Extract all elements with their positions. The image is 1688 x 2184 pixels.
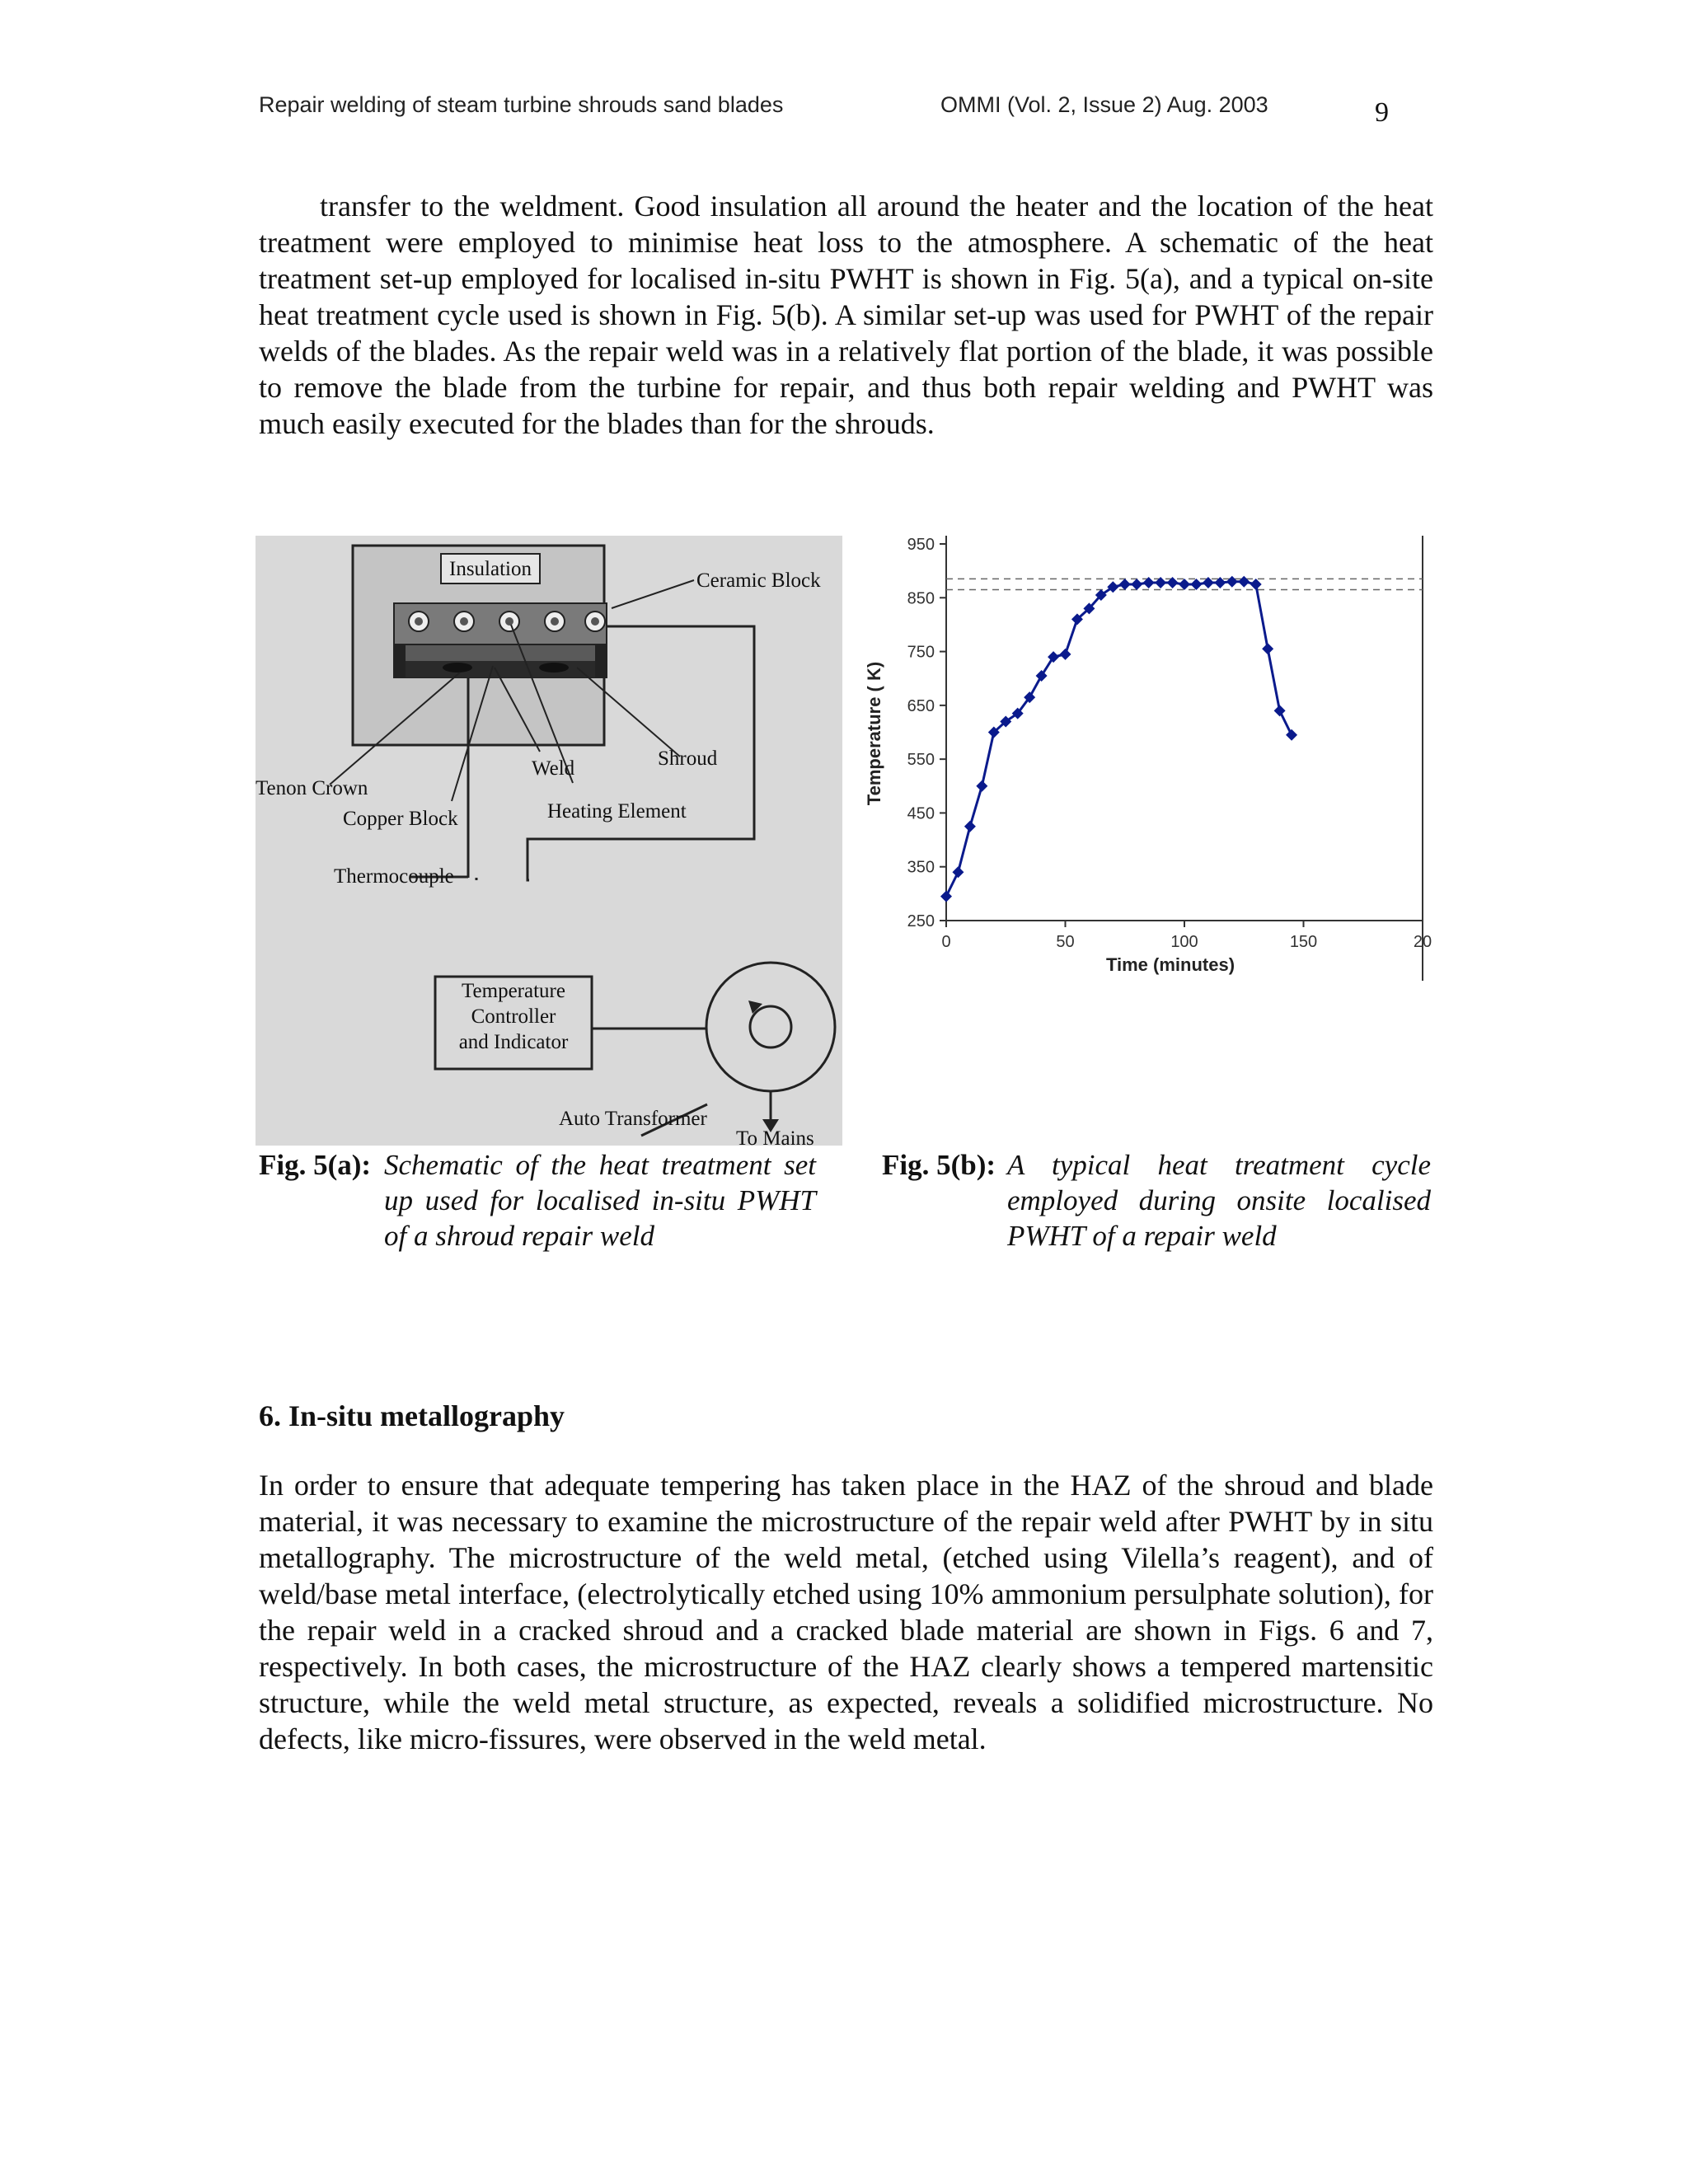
x-tick-label: 20 bbox=[1413, 933, 1432, 951]
chart-y-axis-label: Temperature ( K) bbox=[864, 661, 884, 806]
heating-element-core bbox=[415, 617, 423, 626]
figure-5a-caption-text: Schematic of the heat treatment set up used for localised in-situ PWHT of a shroud repair weld bbox=[384, 1149, 816, 1252]
data-point bbox=[1286, 729, 1297, 741]
intro-paragraph-text: transfer to the weldment. Good insulation all around the heater and the location of the heat treatment were employed to minimise heat loss to the atmosphere. A schematic of the heat treatment set-up employed for localised in-situ PWHT is shown in Fig. 5(a), and a typical on-site heat treatment cycle used is shown in Fig. 5(b). A similar set-up was used for PWHT of the repair welds of the blades. As the repair weld was in a relatively flat portion of the blade, it was possible to remove the blade from the turbine for repair, and thus both repair welding and PWHT was much easily executed for the blades than for the shrouds. bbox=[259, 190, 1433, 440]
intro-paragraph bbox=[259, 188, 1433, 442]
figure-5a-caption bbox=[259, 1147, 819, 1254]
shroud-plate bbox=[394, 661, 607, 677]
figure-5b-caption-text: A typical heat treatment cycle employed during onsite localised PWHT of a repair weld bbox=[1007, 1149, 1431, 1252]
figure-5b-chart bbox=[857, 527, 1434, 989]
tenon-crown-right bbox=[539, 663, 569, 673]
thermocouple-label: Thermocouple bbox=[334, 865, 454, 888]
section-heading: 6. In-situ metallography bbox=[259, 1399, 565, 1432]
ceramic-block-label: Ceramic Block bbox=[696, 569, 821, 592]
schematic-diagram bbox=[256, 536, 842, 1146]
tenon-crown-label: Tenon Crown bbox=[256, 777, 368, 799]
tenon-crown bbox=[443, 663, 472, 673]
heating-element-core bbox=[551, 617, 559, 626]
shroud-end-right bbox=[595, 644, 607, 677]
figure-5a-schematic bbox=[256, 536, 842, 1146]
to-mains-label: To Mains bbox=[736, 1127, 814, 1146]
data-point bbox=[964, 821, 976, 832]
heat-cycle-chart bbox=[857, 527, 1434, 989]
y-tick-label: 350 bbox=[907, 858, 935, 877]
heating-element-label: Heating Element bbox=[547, 800, 687, 823]
data-point bbox=[952, 866, 964, 878]
figure-5b-caption-label: Fig. 5(b): bbox=[882, 1149, 996, 1181]
data-point bbox=[1190, 579, 1202, 590]
y-tick-label: 550 bbox=[907, 751, 935, 770]
heating-element-core bbox=[505, 617, 513, 626]
section-paragraph-text: In order to ensure that adequate tempering has taken place in the HAZ of the shroud and blade material, it was necessary to examine the microstructure of the repair weld after PWHT by in situ metallography. The microstructure of the weld metal, (etched using Vilella’s reagent), and of weld/base metal interface, (electrolytically etched using 10% ammonium persulphate solution), for the repair weld in a cracked shroud and a cracked blade material are shown in Figs. 6 and 7, respectively. In both cases, the microstructure of the HAZ clearly shows a tempered martensitic structure, while the weld metal structure, as expected, reveals a solidified microstructure. No defects, like micro-fissures, were observed in the weld metal. bbox=[259, 1469, 1433, 1755]
x-tick-label: 150 bbox=[1289, 933, 1318, 951]
shroud-end-left bbox=[394, 644, 406, 677]
data-point bbox=[1048, 651, 1059, 663]
series-line bbox=[946, 582, 1292, 897]
data-point bbox=[1250, 579, 1262, 590]
controller-label-line3: and Indicator bbox=[458, 1031, 569, 1053]
data-point bbox=[976, 780, 987, 792]
y-tick-label: 650 bbox=[907, 696, 935, 715]
data-point bbox=[1036, 670, 1048, 682]
weld-label: Weld bbox=[532, 757, 575, 780]
figure-5b-caption bbox=[882, 1147, 1434, 1254]
data-point bbox=[1060, 649, 1071, 660]
x-tick-label: 50 bbox=[1056, 933, 1075, 951]
x-tick-label: 100 bbox=[1170, 933, 1198, 951]
heating-element-core bbox=[460, 617, 468, 626]
y-tick-label: 250 bbox=[907, 912, 935, 930]
figure-5a-caption-label: Fig. 5(a): bbox=[259, 1149, 372, 1181]
auto-transformer bbox=[706, 963, 835, 1091]
y-tick-label: 950 bbox=[907, 536, 935, 554]
y-tick-label: 450 bbox=[907, 804, 935, 823]
data-point bbox=[1119, 579, 1131, 590]
journal-info: OMMI (Vol. 2, Issue 2) Aug. 2003 bbox=[940, 92, 1268, 117]
copper-block-label: Copper Block bbox=[343, 808, 458, 830]
auto-transformer-label: Auto Transformer bbox=[559, 1108, 707, 1130]
data-point bbox=[1274, 705, 1286, 716]
shroud-label: Shroud bbox=[658, 748, 718, 770]
running-title: Repair welding of steam turbine shrouds sand blades bbox=[259, 92, 784, 117]
data-point bbox=[1131, 579, 1142, 590]
controller-label-line1: Temperature bbox=[462, 980, 565, 1002]
data-point bbox=[1262, 643, 1273, 654]
y-tick-label: 850 bbox=[907, 589, 935, 608]
chart-marks bbox=[907, 536, 1432, 951]
x-tick-label: 0 bbox=[941, 933, 951, 951]
controller-label-line2: Controller bbox=[471, 1005, 556, 1028]
data-point bbox=[1238, 576, 1250, 588]
data-point bbox=[940, 891, 952, 902]
heating-element-core bbox=[591, 617, 599, 626]
data-point bbox=[1179, 579, 1190, 590]
chart-frame bbox=[946, 536, 1423, 981]
data-point bbox=[1226, 576, 1238, 588]
page-number: 9 bbox=[1375, 97, 1389, 128]
y-tick-label: 750 bbox=[907, 643, 935, 662]
chart-x-axis-label: Time (minutes) bbox=[1105, 954, 1236, 975]
insulation-label: Insulation bbox=[449, 558, 532, 580]
section-paragraph bbox=[259, 1467, 1433, 1757]
